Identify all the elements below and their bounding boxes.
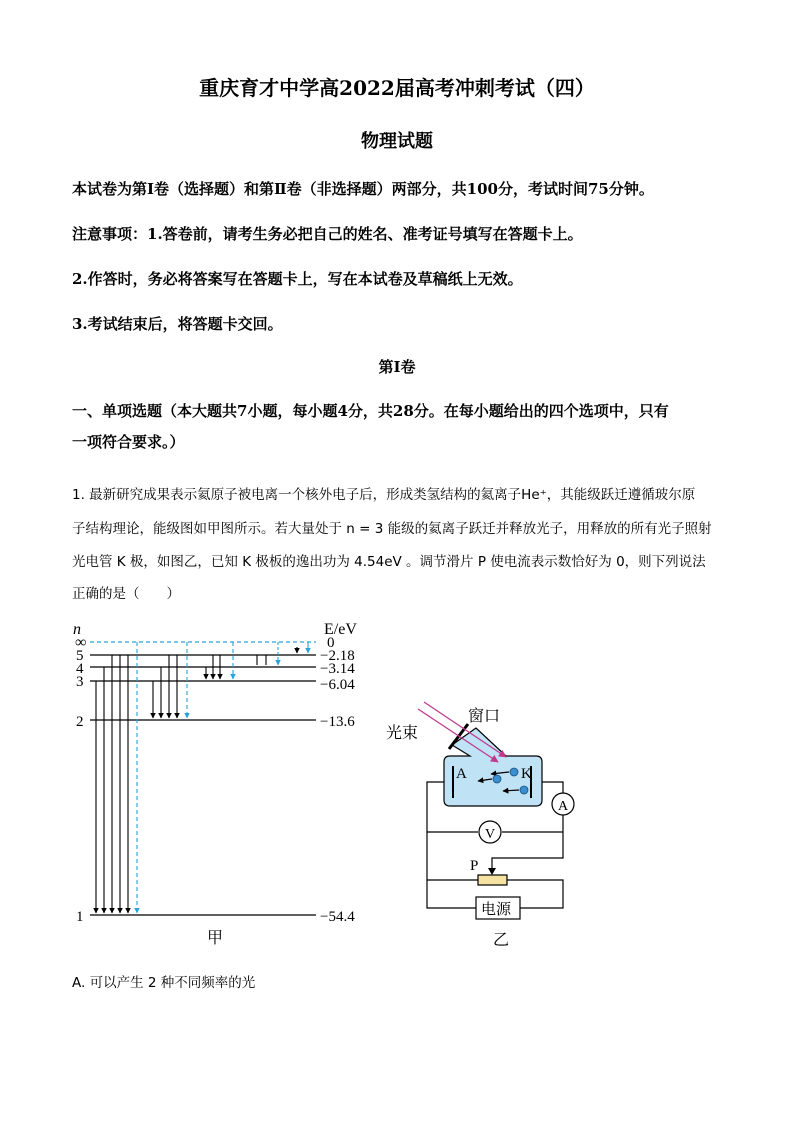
diagram-caption-jia: 甲 [207, 930, 224, 947]
voltmeter-label: V [485, 827, 496, 842]
photoelectric-circuit-diagram [380, 695, 600, 950]
window-label: 窗口 [468, 708, 501, 725]
rheostat [478, 868, 507, 885]
level-e-2: −13.6 [320, 714, 355, 730]
cathode-label: K [521, 766, 532, 782]
power-source-label: 电源 [481, 902, 512, 918]
note-2: 2.作答时，务必将答案写在答题卡上，写在本试卷及草稿纸上无效。 [72, 270, 523, 288]
level-n-5: 5 [76, 648, 84, 664]
level-n-2: 2 [76, 714, 84, 730]
part-heading-line-1: 一、单项选题（本大题共7小题，每小题4分，共28分。在每小题给出的四个选项中，只有 [72, 402, 669, 420]
question-1-line-1: 1. 最新研究成果表示氦原子被电离一个核外电子后，形成类氢结构的氦离子He⁺，其能级跃迁遵循玻尔原 [72, 487, 696, 503]
note-1: 注意事项：1.答卷前，请考生务必把自己的姓名、准考证号填写在答题卡上。 [72, 225, 583, 243]
question-1-line-3: 光电管 K 极，如图乙，已知 K 极板的逸出功为 4.54eV 。调节滑片 P 使电流表示数恰好为 0，则下列说法 [72, 554, 706, 570]
anode-label: A [456, 766, 467, 782]
n-axis-label: n [73, 621, 81, 638]
exam-intro: 本试卷为第Ⅰ卷（选择题）和第Ⅱ卷（非选择题）两部分，共100分，考试时间75分钟。 [72, 180, 654, 198]
level-n-4: 4 [76, 661, 84, 677]
transitions-to-n5 [297, 642, 308, 653]
level-n-inf: ∞ [75, 634, 87, 651]
e-axis-label: E/eV [324, 621, 357, 638]
ammeter-label: A [558, 799, 569, 814]
level-e-inf: 0 [327, 635, 335, 651]
level-e-1: −54.4 [320, 909, 355, 925]
question-1-line-2: 子结构理论，能级图如甲图所示。若大量处于 n = 3 能级的氦离子跃迁并释放光子，用释放的所有光子照射 [72, 521, 712, 537]
level-e-5: −2.18 [320, 648, 355, 664]
question-1-line-4: 正确的是（ ） [72, 586, 180, 602]
beam-label: 光束 [386, 725, 419, 742]
transitions-to-n3 [206, 642, 233, 679]
transitions-to-ground [96, 642, 137, 913]
note-3: 3.考试结束后，将答题卡交回。 [72, 315, 283, 333]
level-n-3: 3 [76, 674, 84, 690]
slider-label: P [470, 858, 479, 874]
level-n-1: 1 [76, 909, 84, 925]
page-title: 重庆育才中学高2022届高考冲刺考试（四） [199, 76, 595, 100]
level-e-4: −3.14 [320, 661, 355, 677]
diagram-caption-yi: 乙 [493, 932, 510, 949]
level-e-3: −6.04 [320, 677, 355, 693]
energy-level-diagram [60, 612, 380, 952]
transitions-to-n2 [153, 642, 187, 718]
section-heading: 第Ⅰ卷 [378, 358, 416, 376]
option-a: A. 可以产生 2 种不同频率的光 [72, 975, 256, 991]
transitions-to-n4 [257, 642, 278, 665]
page-subtitle: 物理试题 [361, 131, 433, 152]
part-heading-line-2: 一项符合要求。） [72, 433, 185, 451]
